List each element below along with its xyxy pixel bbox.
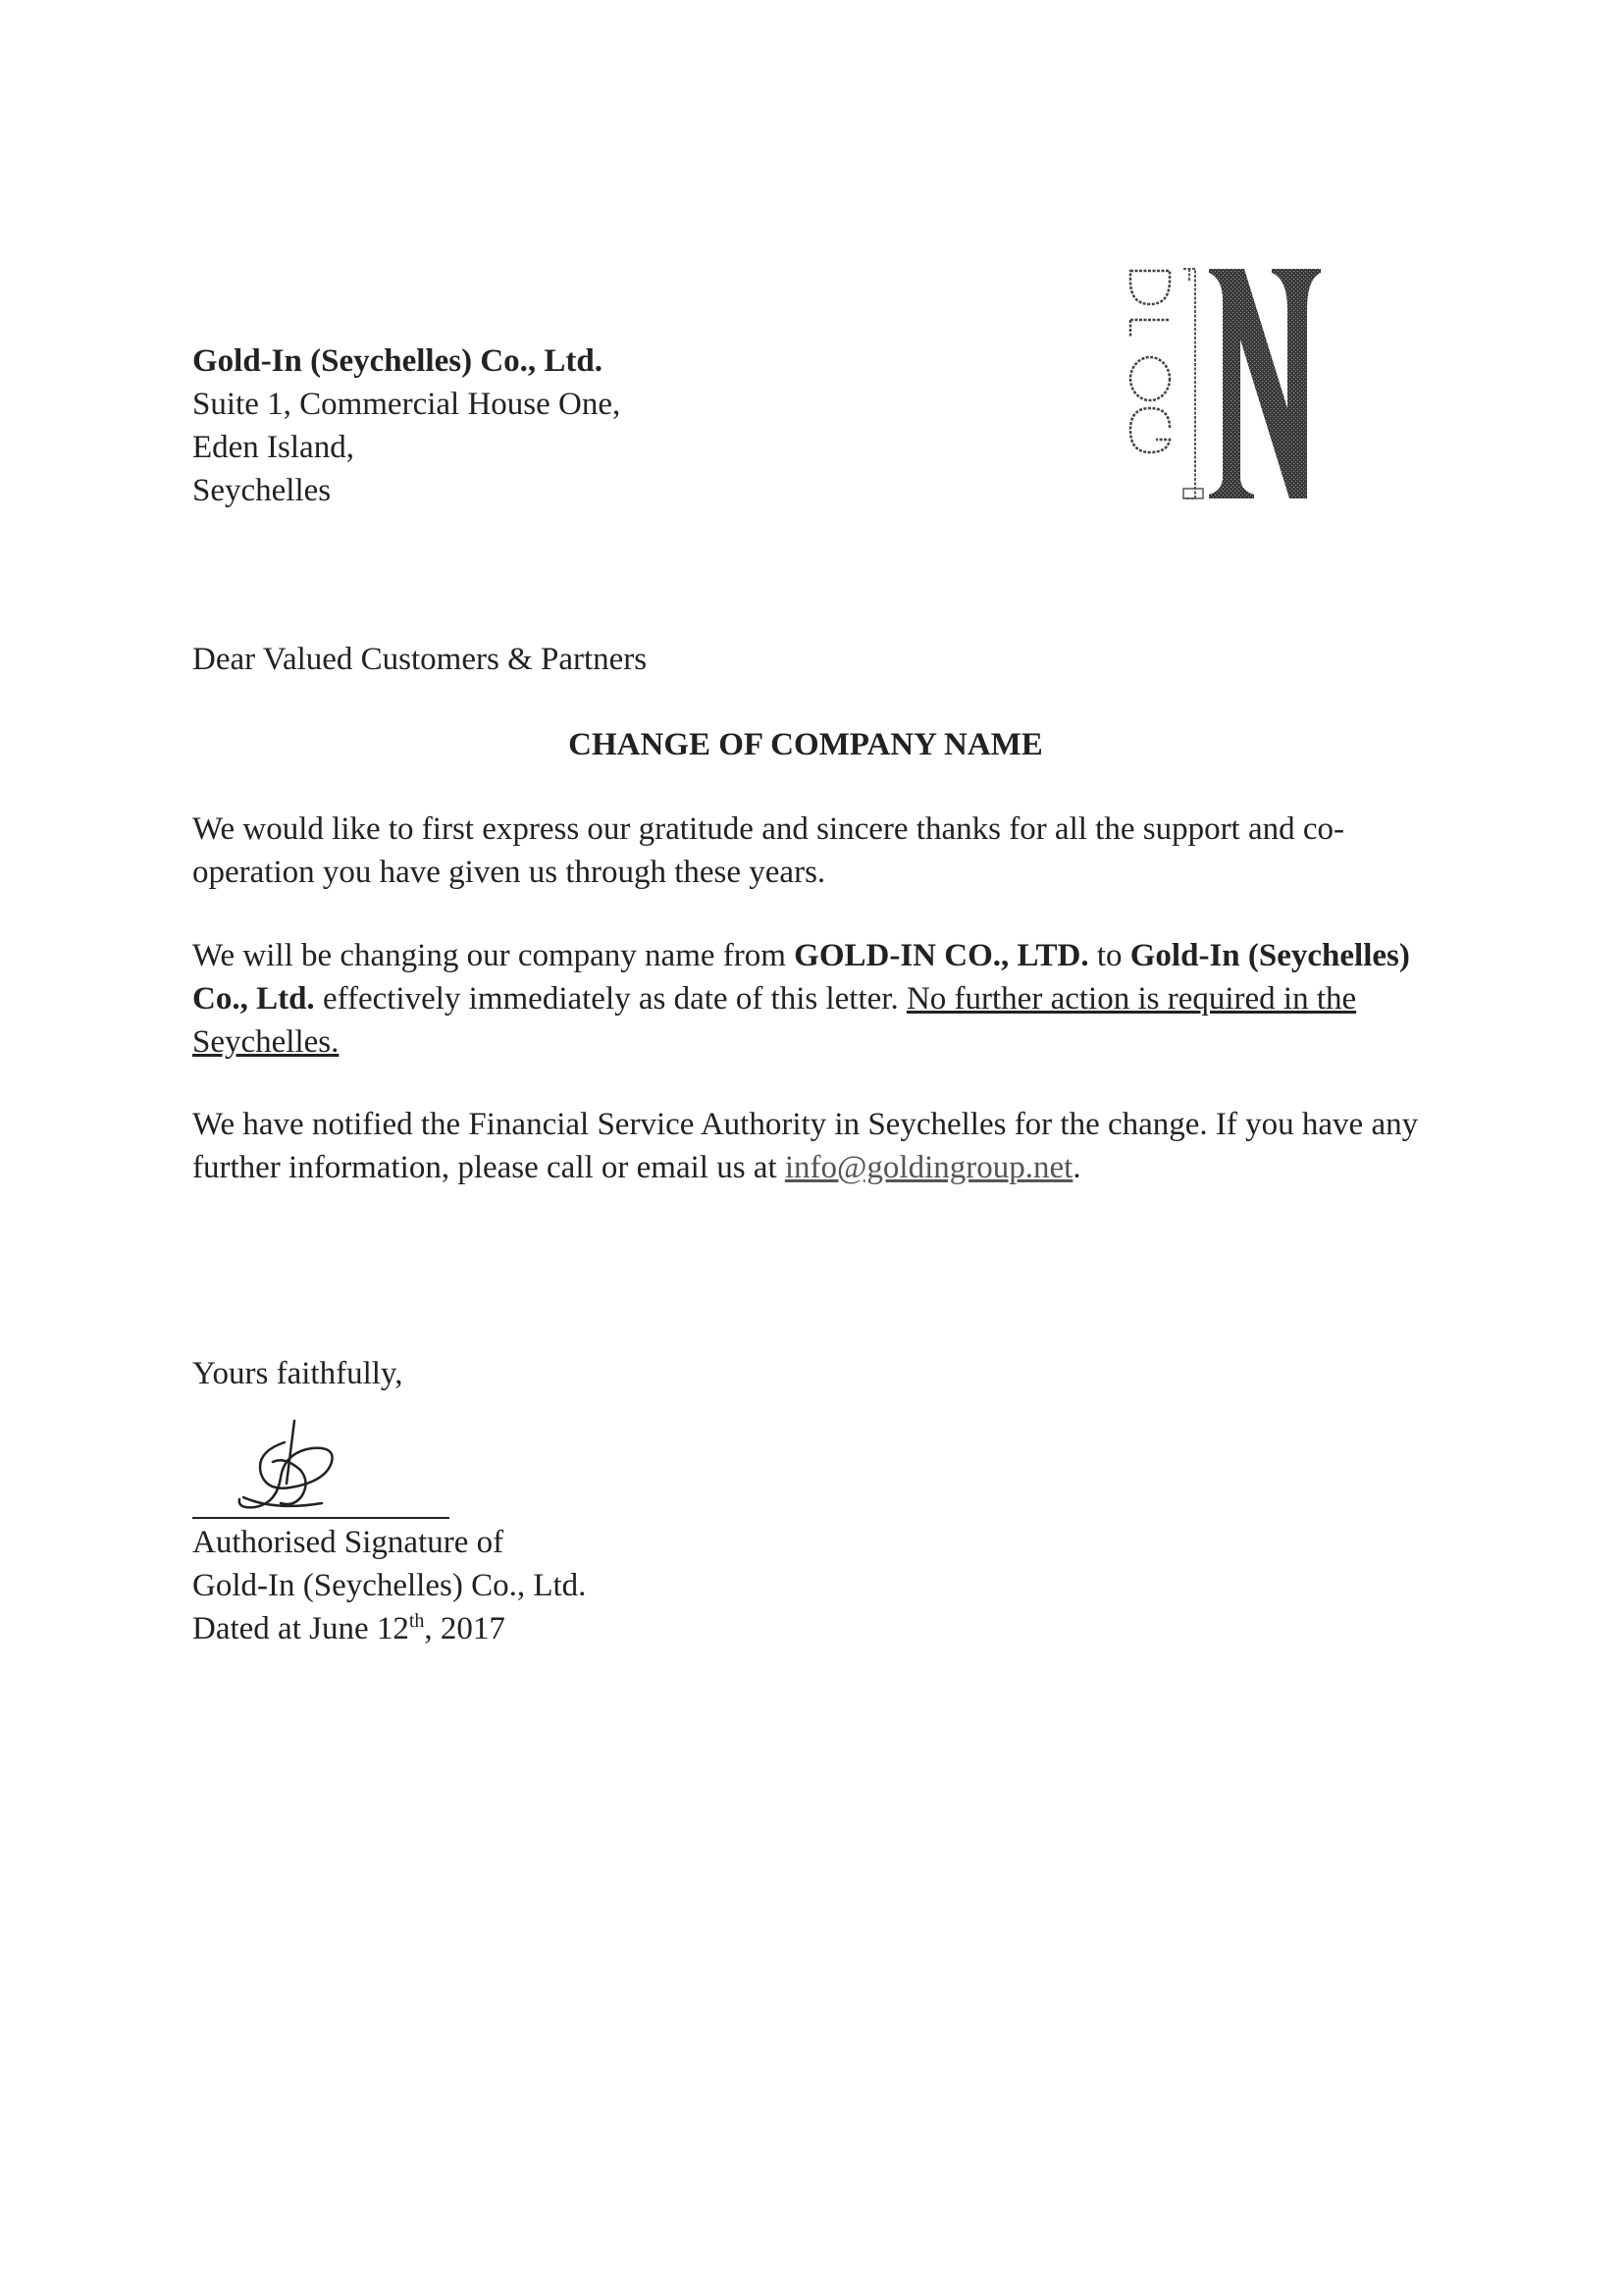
sender-company-name: Gold-In (Seychelles) Co., Ltd. (192, 343, 603, 379)
email-link[interactable]: info@goldingroup.net (784, 1150, 1073, 1185)
closing: Yours faithfully, (192, 1356, 403, 1391)
paragraph-text: We have notified the Financial Service Authority in Seychelles for the change. If you have any further information, please call or email us at (192, 1107, 1419, 1185)
letter-subject: CHANGE OF COMPANY NAME (568, 727, 1043, 762)
paragraph-name-change (192, 934, 1419, 1064)
old-company-name: GOLD-IN CO., LTD. (794, 938, 1089, 973)
paragraph-text: to (1088, 938, 1130, 973)
letter-date (192, 1607, 586, 1650)
no-further-action-note: No further action is required in the Seychelles. (192, 981, 1357, 1060)
paragraph-text: We will be changing our company name from (192, 938, 795, 973)
handwritten-signature (216, 1413, 373, 1521)
new-company-name: Gold-In (Seychelles) Co., Ltd. (192, 938, 1410, 1017)
sender-address-line: Eden Island, (192, 430, 354, 465)
salutation: Dear Valued Customers & Partners (192, 642, 648, 677)
paragraph-text: . (1073, 1150, 1081, 1185)
date-year: , 2017 (424, 1611, 505, 1646)
paragraph-notification (192, 1103, 1419, 1189)
date-ordinal: th (408, 1610, 425, 1632)
sender-address-block (192, 339, 977, 512)
signature-company: Gold-In (Seychelles) Co., Ltd. (192, 1568, 587, 1603)
signature-caption: Authorised Signature of (192, 1525, 504, 1560)
paragraph-text: effectively immediately as date of this letter. (314, 981, 907, 1017)
sender-address-line: Seychelles (192, 473, 332, 508)
sender-address-line: Suite 1, Commercial House One, (192, 387, 621, 422)
date-text: Dated at June 12 (192, 1611, 409, 1646)
signature-block (192, 1521, 586, 1650)
paragraph-gratitude: We would like to first express our gratitude and sincere thanks for all the support and co-operation you have given us through these years. (192, 811, 1345, 890)
signature-line (192, 1517, 449, 1519)
gold-in-logo (1119, 261, 1413, 506)
